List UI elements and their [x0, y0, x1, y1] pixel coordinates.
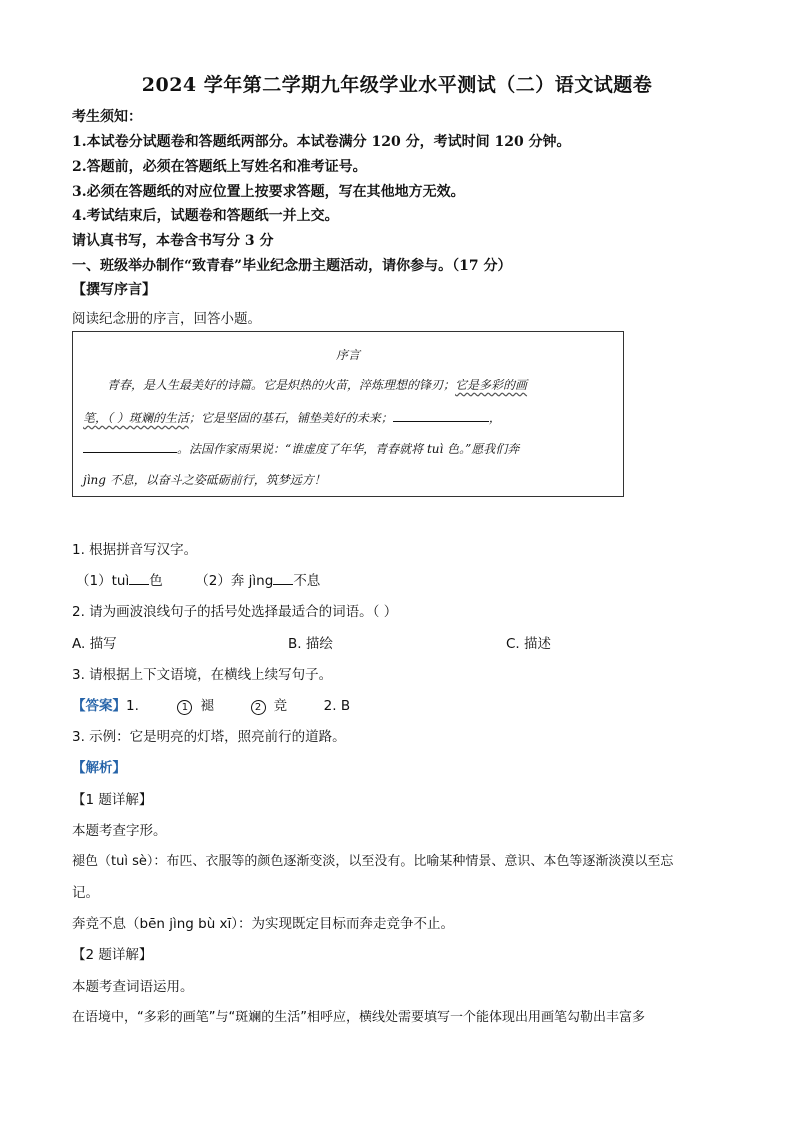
answer-3: 3. 示例：它是明亮的灯塔，照亮前行的道路。: [72, 729, 346, 745]
fill-blank-line[interactable]: [393, 410, 489, 422]
section1-subheading: 【撰写序言】: [72, 282, 156, 298]
circled-number-2: 2: [251, 700, 266, 715]
answer-1-1: 褪: [200, 698, 214, 714]
option-a[interactable]: A. 描写: [72, 636, 117, 652]
answer-1-2: 竞: [273, 698, 288, 714]
exam-title: 2024 学年第二学期九年级学业水平测试（二）语文试题卷: [141, 74, 653, 96]
notice-item-4: 4.考试结束后，试题卷和答题纸一并上交。: [72, 208, 339, 224]
wavy-sentence-part: 它是多彩的画: [455, 378, 528, 392]
question-2: 2. 请为画波浪线句子的括号处选择最适合的词语。（ ）: [72, 604, 398, 620]
answer-tag: 【答案】: [72, 698, 126, 714]
q1-part-a-label: （1）tuì: [76, 573, 130, 589]
preface-title: 序言: [335, 348, 360, 362]
preface-line-3: [83, 440, 519, 457]
answer-1-prefix: 1.: [126, 698, 139, 714]
circled-number-1: 1: [177, 700, 192, 715]
detail-1-para-1a: 褪色（tuì sè）：布匹、衣服等的颜色逐渐变淡，以至没有。比喻某种情景、意识、本色等逐渐淡漠以至忘: [72, 854, 674, 869]
preface-text: ，: [488, 411, 501, 425]
notice-heading: 考生须知：: [72, 109, 142, 125]
q1-part-a-tail: 色: [149, 573, 163, 589]
preface-text: 青春，是人生最美好的诗篇。它是炽热的火苗，淬炼理想的锋刃；: [107, 378, 456, 392]
notice-item-1: 1.本试卷分试题卷和答题纸两部分。本试卷满分 120 分，考试时间 120 分钟。: [72, 134, 571, 150]
detail-1-intro: 本题考查字形。: [72, 823, 167, 839]
option-c[interactable]: C. 描述: [506, 636, 552, 652]
question-3: 3. 请根据上下文语境，在横线上续写句子。: [72, 667, 333, 683]
q1-part-b-blank[interactable]: [273, 572, 293, 585]
option-b[interactable]: B. 描绘: [288, 636, 333, 652]
preface-box: [72, 331, 624, 497]
writing-note: 请认真书写，本卷含书写分 3 分: [72, 233, 274, 249]
q1-part-b-tail: 不息: [293, 573, 321, 589]
notice-item-2: 2.答题前，必须在答题纸上写姓名和准考证号。: [72, 159, 367, 175]
fill-blank-line[interactable]: [83, 441, 177, 453]
preface-line-4: jìng 不息，以奋斗之姿砥砺前行，筑梦远方！: [83, 473, 326, 487]
wavy-sentence-part: 笔，（ ）斑斓的生活: [83, 411, 189, 425]
answer-2: 2. B: [323, 698, 351, 714]
preface-text: 。法国作家雨果说：“谁虚度了年华，青春就将 tuì 色。”愿我们奔: [177, 442, 520, 456]
analysis-tag: 【解析】: [72, 760, 126, 776]
detail-1-heading: 【1 题详解】: [72, 792, 153, 808]
notice-item-3: 3.必须在答题纸的对应位置上按要求答题，写在其他地方无效。: [72, 184, 465, 200]
preface-line-2: [83, 409, 501, 426]
detail-1-para-2: 奔竞不息（bēn jìng bù xī）：为实现既定目标而奔走竞争不止。: [72, 916, 455, 932]
question-1: 1. 根据拼音写汉字。: [72, 542, 198, 558]
section1-heading: 一、班级举办制作“致青春”毕业纪念册主题活动，请你参与。（17 分）: [72, 258, 512, 274]
preface-text: ；它是坚固的基石，铺垫美好的未来；: [188, 411, 393, 425]
section1-instruction: 阅读纪念册的序言，回答小题。: [72, 311, 261, 327]
question-1-parts: [76, 569, 320, 589]
preface-line-1: [107, 376, 527, 393]
detail-2-heading: 【2 题详解】: [72, 947, 153, 963]
detail-1-para-1b: 记。: [72, 885, 99, 901]
answer-line: [72, 694, 350, 715]
detail-2-para-1: 在语境中，“多彩的画笔”与“斑斓的生活”相呼应，横线处需要填写一个能体现出用画笔勾勒出丰富多: [72, 1010, 645, 1025]
q1-part-b-label: （2）奔 jìng: [195, 573, 274, 589]
detail-2-intro: 本题考查词语运用。: [72, 979, 194, 995]
q1-part-a-blank[interactable]: [129, 572, 149, 585]
